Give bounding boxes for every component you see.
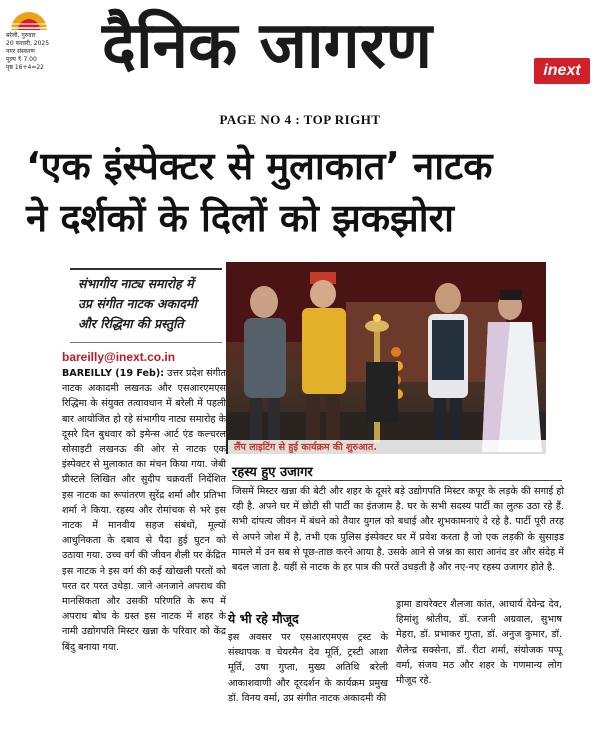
edition-info: [6, 32, 86, 72]
divider: [232, 480, 562, 481]
dateline: BAREILLY (19 Feb):: [62, 368, 165, 379]
photo-caption: लैंप लाइटिंग से हुई कार्यक्रम की शुरुआत.: [228, 440, 546, 456]
masthead: [0, 0, 600, 100]
attendees-column-1: इस अवसर पर एसआरएमएस ट्रस्ट के संस्थापक व चेयरमैन देव मूर्ति, ट्रस्टी आशा मूर्ति, उषा गुप्ता, मुख्य अतिथि बरेली आकाशवाणी और दूरदर्शन के कार्यक्रम प्रमुख डॉ. विनय वर्मा, उप्र संगीत नाटक अकादमी की: [228, 632, 388, 704]
kicker-line: संभागीय नाट्य समारोह में: [78, 276, 194, 291]
section-body: जिसमें मिस्टर खन्ना की बेटी और शहर के दूसरे बड़े उद्योगपति मिस्टर कपूर के लड़के की सगाई हो रही है. अपने घर में छोटी सी पार्टी का इंतजाम है. घर के सभी सदस्य पार्टी का लुत्फ उठा रहे हैं. सभी दांपत्य जीवन में बंधने को तैयार युगल को बधाई और शुभकामनाएं दे रहे है. पार्टी पूरी तरह से अपने जोश में है, तभी एक पुलिस इंस्पेक्टर घर में प्रवेश करता है जो एक लड़की के सुसाइड मामले में उन सब से पूछ-ताछ करने आया है. उसके आने से जश्न का सारा आनंद डर और संदेह में बदल जाता है. यहीं से नाटक के हर पात्र की परतें उधड़ती है और नए-नए रहस्य उजागर होते है.: [232, 486, 564, 574]
kicker-line: उप्र संगीत नाटक अकादमी: [78, 296, 197, 311]
attendees-column-2: ड्रामा डायरेक्टर शैलजा कांत, आचार्य देवेन्द्र देव, हिमांशु श्रोतीय, डॉ. रजनी अग्रवाल, सुभाष मेहरा, डॉ. प्रभाकर गुप्ता, डॉ. अनुज कुमार, डॉ. शैलेन्द्र सक्सेना, डॉ. रीटा शर्मा, संयोजक पप्पू वर्मा, संजय मठ और शहर के गणमान्य लोग मौजूद रहे.: [396, 599, 562, 687]
event-photo-illustration: [226, 262, 546, 454]
event-photo: [226, 262, 546, 454]
sun-logo-icon: [8, 4, 50, 30]
headline-line-2: ने दर्शकों के दिलों को झकझोरा: [26, 196, 454, 240]
kicker-line: और रिद्धिमा की प्रस्तुति: [78, 316, 184, 331]
headline: [26, 140, 576, 244]
edition-line: मूल्य ₹ 7.00: [6, 56, 37, 63]
inext-logo: inext: [534, 58, 590, 84]
article-body-left: [62, 366, 226, 655]
divider: [70, 342, 222, 343]
edition-line: पृष्ठ 16+4=22: [6, 64, 44, 71]
edition-line: नगर संस्करण: [6, 48, 35, 55]
kicker: [78, 274, 228, 334]
edition-line: 20 फरवरी, 2025: [6, 40, 50, 47]
subheading-maujood: ये भी रहे मौजूद: [228, 611, 299, 626]
paper-name-logo: दैनिक जागरण: [102, 9, 433, 83]
subheading-rahasya: रहस्य हुए उजागर: [232, 465, 313, 480]
page-reference: PAGE NO 4 : TOP RIGHT: [219, 112, 381, 127]
divider: [70, 268, 222, 270]
article-text: उत्तर प्रदेश संगीत नाटक अकादमी लखनऊ और एसआरएमएस रिद्धिमा के संयुक्त तत्वावधान में बरेली में पहली बार आयोजित हो रहे संभागीय नाट्य समारोह के दूसरे दिन बुधवार को इमेन्स आर्ट एंड कल्चरल सोसाइटी लखनऊ की ओर से नाटक एक इंस्पेक्टर से मुलाकात का मंचन किया गया. जेबी प्रीस्टले लिखित और सुदीप चक्रवर्ती निर्देशित इस नाटक का रूपांतरण सुरेंद्र शर्मा और प्रतिभा शर्मा ने किया. रहस्य और रोमांचक से भरे इस नाटक में मानवीय सहज संबंधों, मूल्यों आधुनिकता के दबाव से पैदा हुई घुटन को उठाया गया. उच्च वर्ग की जीवन शैली पर केंद्रित इस नाटक ने इस वर्ग की कई खोखली परतों को परत दर परत उधेड़ा. जाने अनजाने अपराध की मानसिकता और उसकी परिणति के रूप में अपराध बोध के ग्रस्त इस नाटक में शहर के नामी उद्योगपति मिस्टर खन्ना के परिवार को केंद्र बिंदु बनाया गया.: [62, 368, 226, 653]
byline-email[interactable]: bareilly@inext.co.in: [62, 350, 176, 364]
headline-line-1: ‘एक इंस्पेक्टर से मुलाकात’ नाटक: [26, 144, 493, 188]
edition-line: बरेली, गुरुवार: [6, 32, 36, 39]
